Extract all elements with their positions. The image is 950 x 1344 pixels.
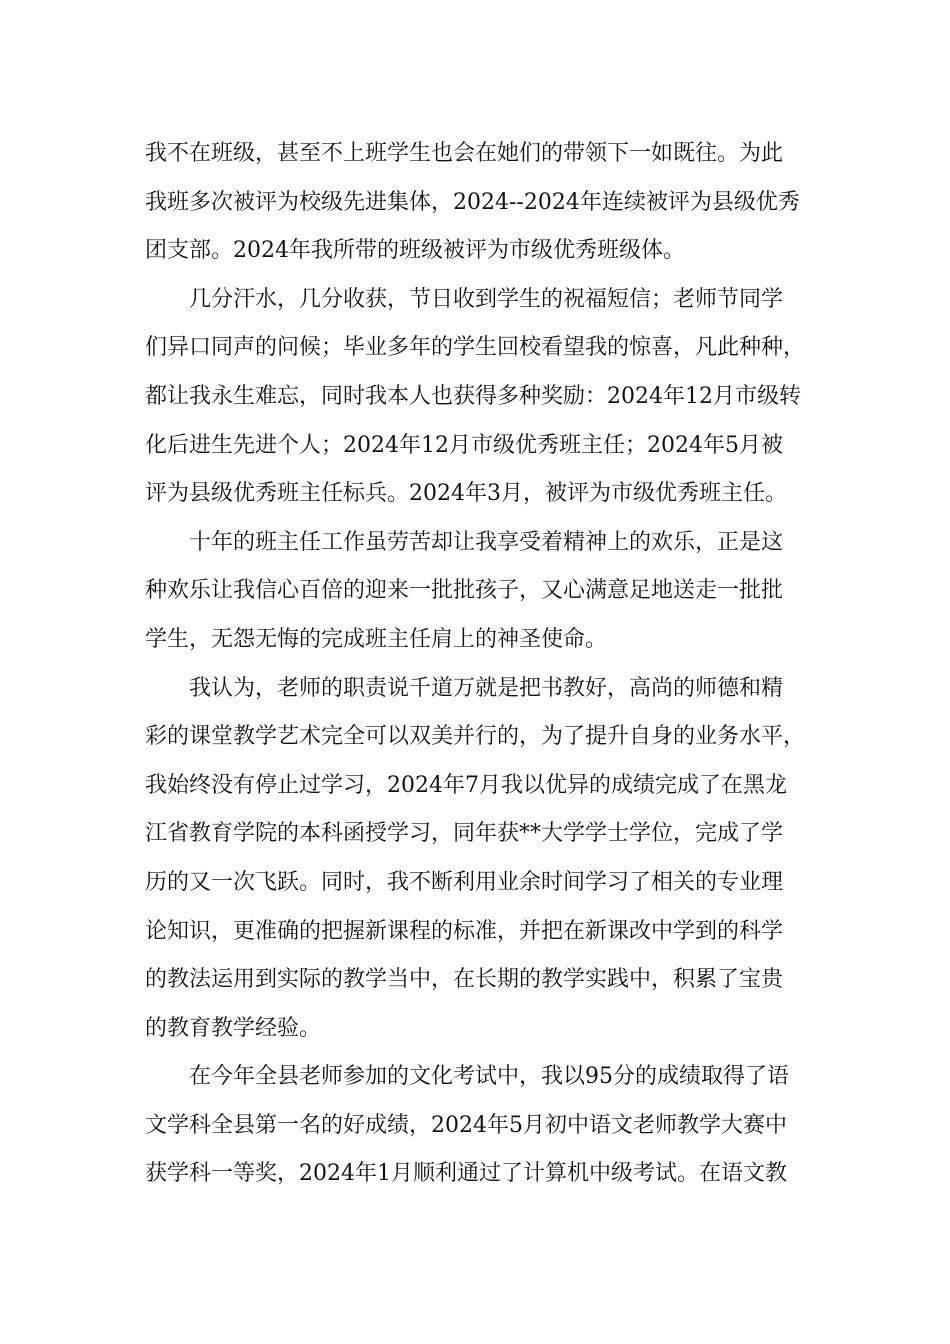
- text-line: 十年的班主任工作虽劳苦却让我享受着精神上的欢乐，正是这: [189, 529, 784, 555]
- text-line: 获学科一等奖，2024年1月顺利通过了计算机中级考试。在语文教: [145, 1161, 787, 1187]
- text-line: 在今年全县老师参加的文化考试中，我以95分的成绩取得了语: [189, 1064, 789, 1090]
- text-line: 彩的课堂教学艺术完全可以双美并行的，为了提升自身的业务水平，: [145, 724, 806, 750]
- paragraph-1: [145, 130, 807, 276]
- text-line: 们异口同声的问候；毕业多年的学生回校看望我的惊喜，凡此种种，: [145, 335, 806, 361]
- text-line: 学生，无怨无悔的完成班主任肩上的神圣使命。: [145, 626, 608, 652]
- paragraph-5: [145, 1053, 807, 1199]
- text-line: 我班多次被评为校级先进集体，2024--2024年连续被评为县级优秀: [145, 189, 800, 215]
- text-line: 历的又一次飞跃。同时，我不断利用业余时间学习了相关的专业理: [145, 869, 784, 895]
- text-line: 论知识，更准确的把握新课程的标准，并把在新课改中学到的科学: [145, 918, 784, 944]
- text-line: 文学科全县第一名的好成绩，2024年5月初中语文老师教学大赛中: [145, 1112, 787, 1138]
- text-line: 我认为，老师的职责说千道万就是把书教好，高尚的师德和精: [189, 675, 784, 701]
- text-line: 几分汗水，几分收获，节日收到学生的祝福短信；老师节同学: [189, 286, 784, 312]
- document-body: [145, 130, 807, 1199]
- text-line: 我始终没有停止过学习，2024年7月我以优异的成绩完成了在黑龙: [145, 772, 787, 798]
- text-line: 的教法运用到实际的教学当中，在长期的教学实践中，积累了宝贵: [145, 967, 784, 993]
- text-line: 团支部。2024年我所带的班级被评为市级优秀班级体。: [145, 238, 685, 264]
- text-line: 我不在班级，甚至不上班学生也会在她们的带领下一如既往。为此: [145, 141, 784, 166]
- text-line: 化后进生先进个人；2024年12月市级优秀班主任；2024年5月被: [145, 432, 783, 458]
- paragraph-4: [145, 665, 807, 1054]
- text-line: 江省教育学院的本科函授学习，同年获**大学学士学位，完成了学: [145, 821, 784, 847]
- text-line: 的教育教学经验。: [145, 1015, 322, 1041]
- text-line: 评为县级优秀班主任标兵。2024年3月，被评为市级优秀班主任。: [145, 481, 787, 507]
- text-line: 都让我永生难忘，同时我本人也获得多种奖励：2024年12月市级转: [145, 383, 801, 409]
- paragraph-3: [145, 519, 807, 665]
- text-line: 种欢乐让我信心百倍的迎来一批批孩子，又心满意足地送走一批批: [145, 578, 784, 604]
- paragraph-2: [145, 276, 807, 519]
